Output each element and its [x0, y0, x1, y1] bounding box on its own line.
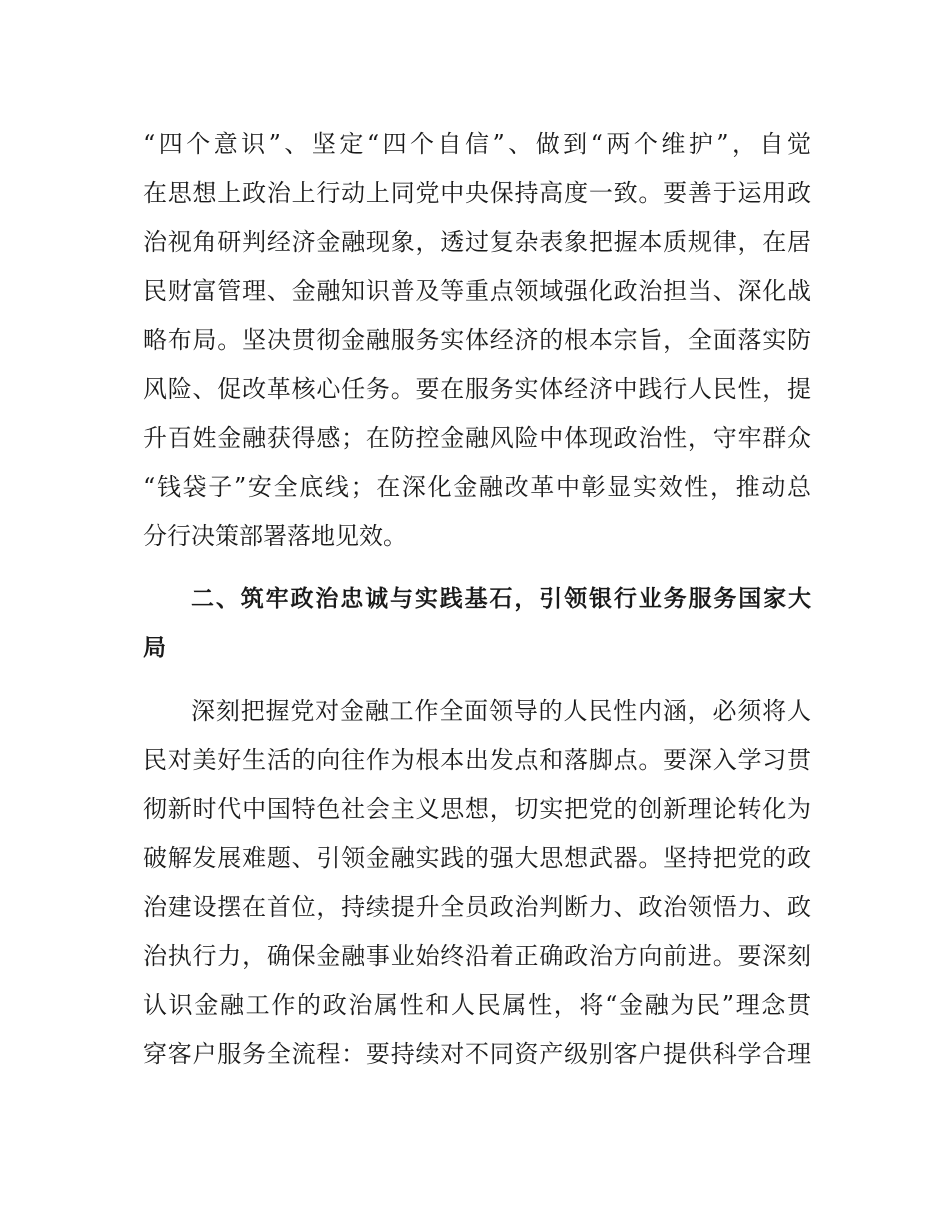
text-line: 治建设摆在首位，持续提升全员政治判断力、政治领悟力、政: [143, 893, 811, 921]
text-line: “钱袋子”安全底线；在深化金融改革中彰显实效性，推动总: [143, 473, 811, 501]
text-line: 深刻把握党对金融工作全面领导的人民性内涵，必须将人: [191, 697, 811, 725]
text-line: 彻新时代中国特色社会主义思想，切实把党的创新理论转化为: [143, 795, 811, 823]
heading-line: 局: [143, 635, 166, 661]
paragraph-people-centered-finance: [143, 687, 811, 1079]
text-line: 民对美好生活的向往作为根本出发点和落脚点。要深入学习贯: [143, 746, 811, 774]
section-heading: [143, 575, 811, 673]
text-line: 分行决策部署落地见效。: [143, 522, 407, 550]
document-body: [143, 120, 811, 1079]
text-line: 穿客户服务全流程：要持续对不同资产级别客户提供科学合理: [143, 1040, 811, 1068]
paragraph-gap: [143, 561, 811, 575]
paragraph-gap: [143, 673, 811, 687]
text-line: 在思想上政治上行动上同党中央保持高度一致。要善于运用政: [143, 179, 811, 207]
text-line: 破解发展难题、引领金融实践的强大思想武器。坚持把党的政: [143, 844, 811, 872]
text-line: 民财富管理、金融知识普及等重点领域强化政治担当、深化战: [143, 277, 811, 305]
paragraph-political-awareness: [143, 120, 811, 561]
heading-line: 二、筑牢政治忠诚与实践基石，引领银行业务服务国家大: [191, 586, 811, 612]
text-line: 升百姓金融获得感；在防控金融风险中体现政治性，守牢群众: [143, 424, 811, 452]
text-line: 治执行力，确保金融事业始终沿着正确政治方向前进。要深刻: [143, 942, 811, 970]
text-line: 治视角研判经济金融现象，透过复杂表象把握本质规律，在居: [143, 228, 811, 256]
text-line: 略布局。坚决贯彻金融服务实体经济的根本宗旨，全面落实防: [143, 326, 811, 354]
text-line: “四个意识”、坚定“四个自信”、做到“两个维护”，自觉: [143, 130, 811, 158]
text-line: 风险、促改革核心任务。要在服务实体经济中践行人民性，提: [143, 375, 811, 403]
text-line: 认识金融工作的政治属性和人民属性，将“金融为民”理念贯: [143, 991, 811, 1019]
